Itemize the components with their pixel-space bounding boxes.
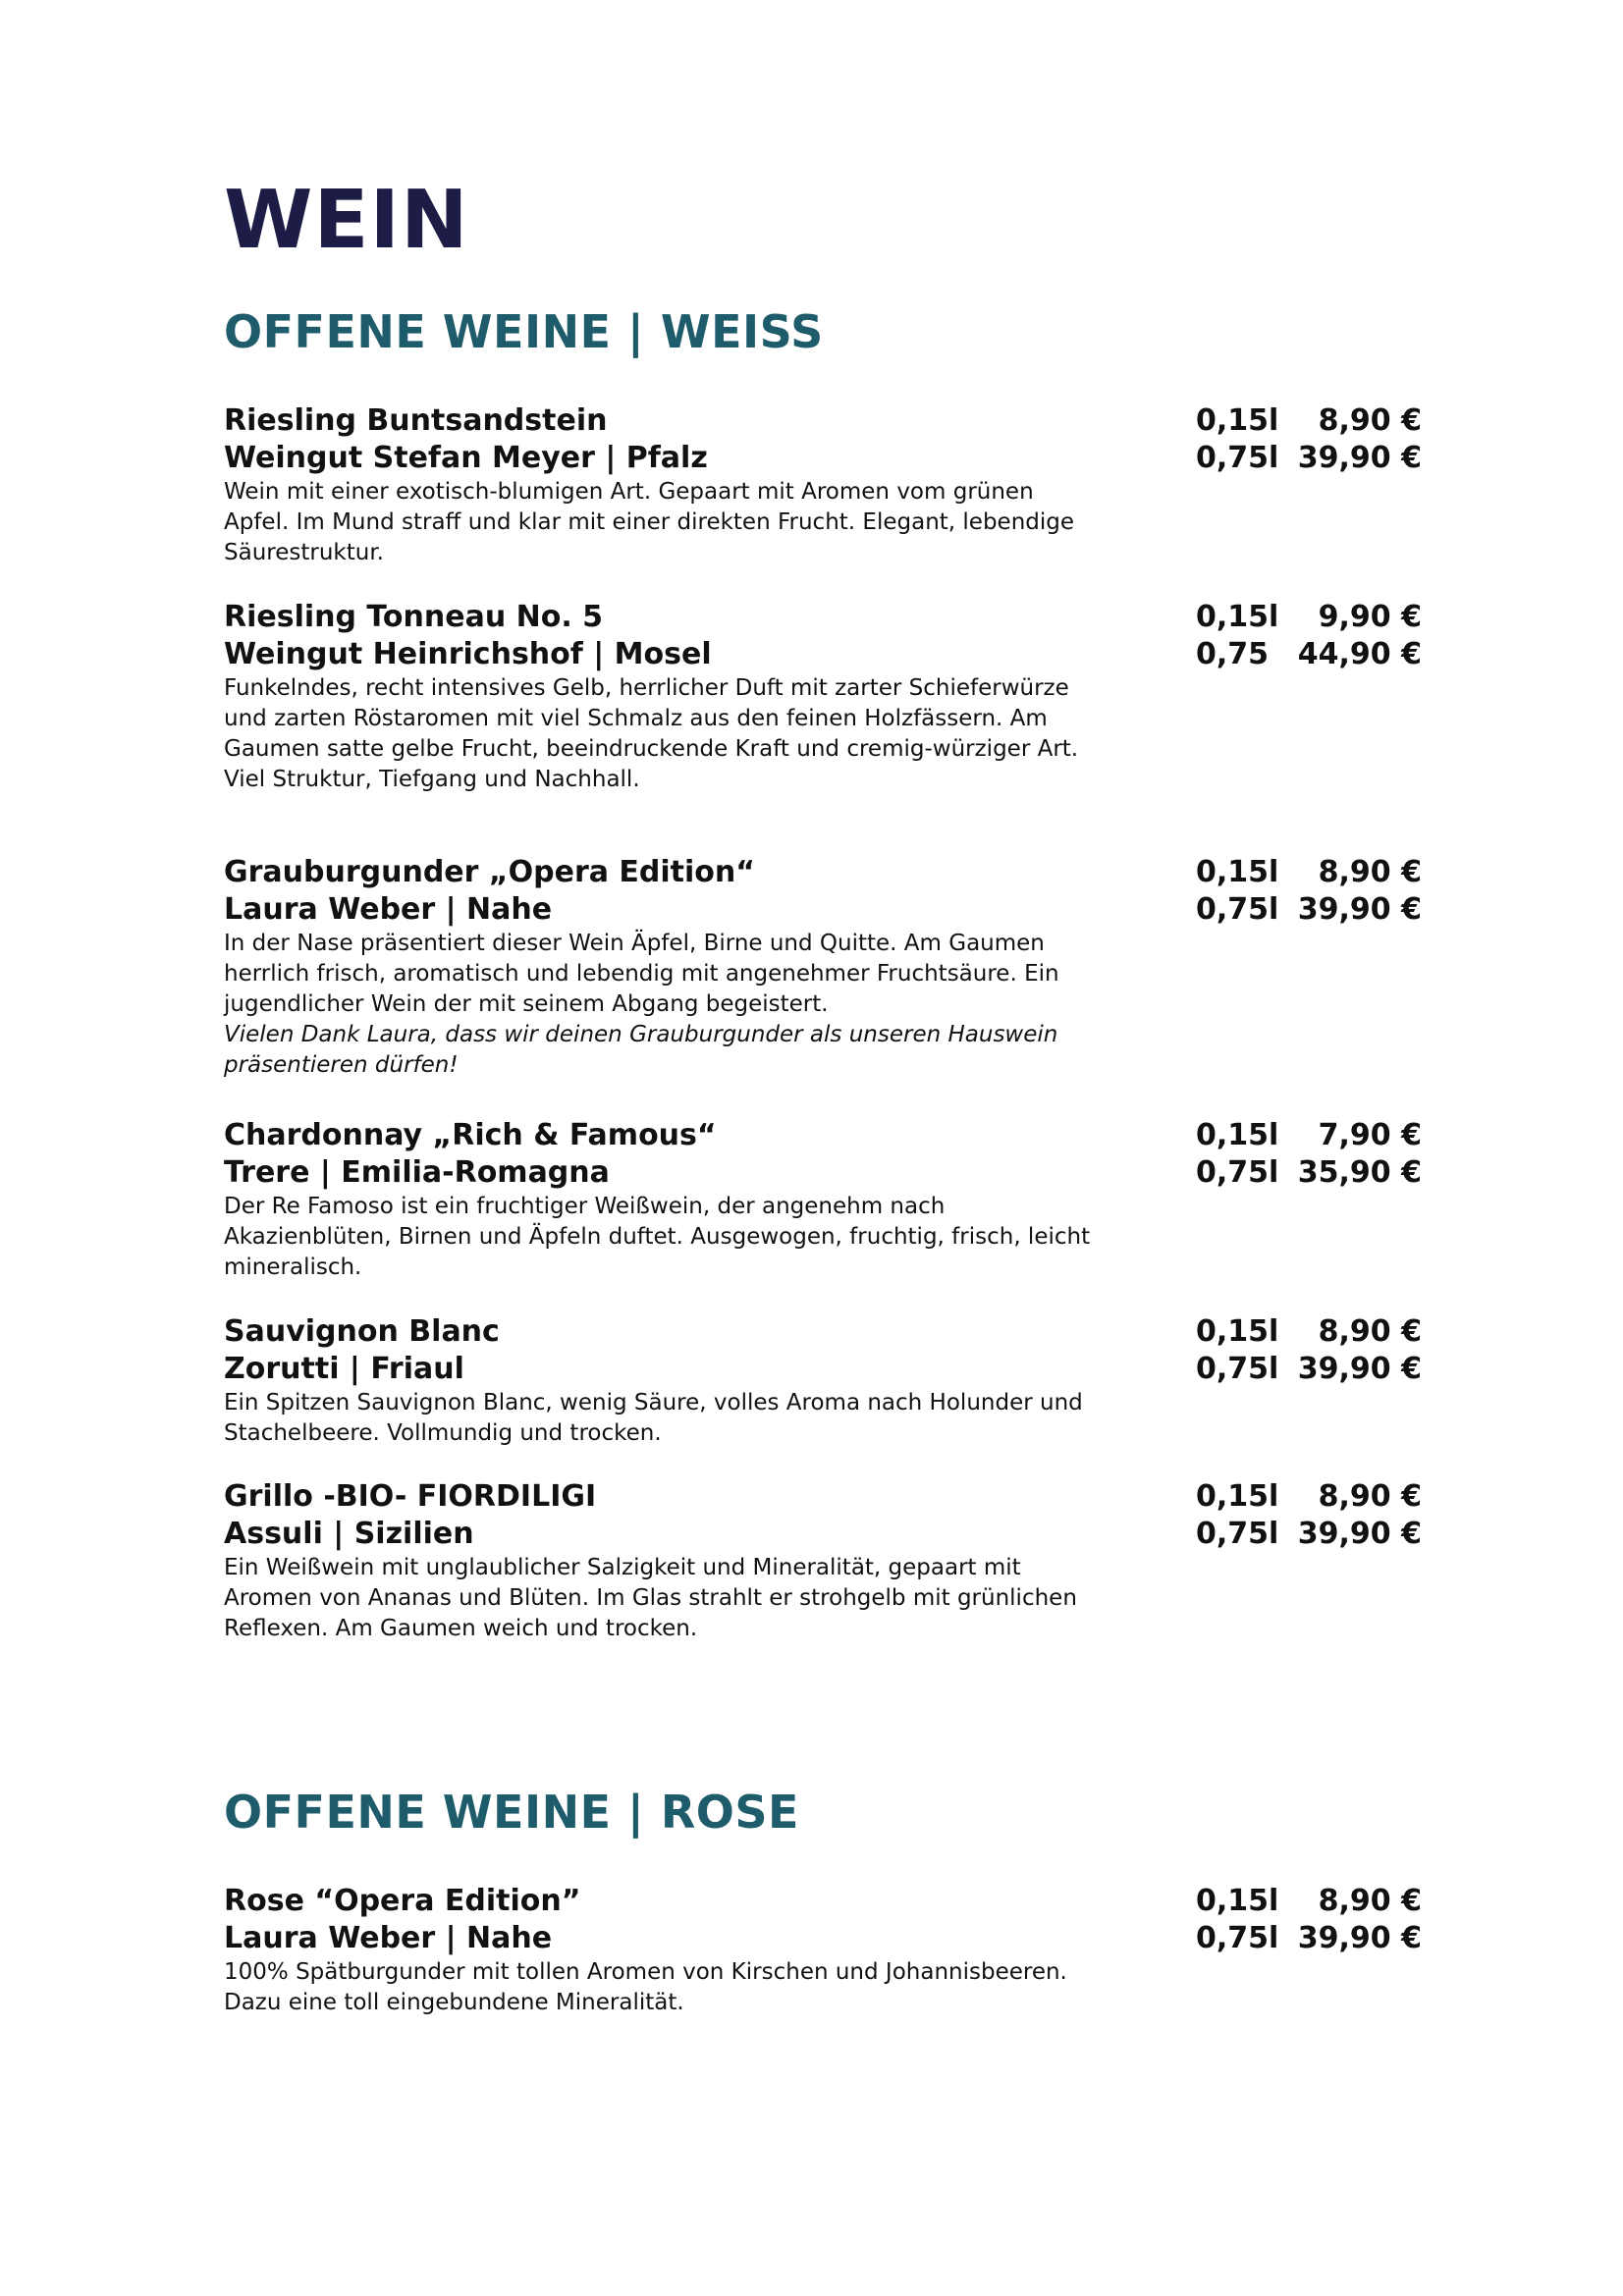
price-row [1196, 599, 1422, 636]
price: 8,90 € [1318, 1314, 1422, 1349]
price: 8,90 € [1318, 403, 1422, 438]
price-row [1196, 1478, 1422, 1516]
wine-description: Ein Spitzen Sauvignon Blanc, wenig Säure, volles Aroma nach Holunder und Stachelbeere. Vollmundig und trocken. [224, 1390, 1083, 1446]
price-row [1196, 440, 1422, 477]
price: 39,90 € [1297, 1921, 1422, 1955]
volume: 0,75l [1196, 1352, 1279, 1386]
volume: 0,15l [1196, 855, 1279, 889]
price: 8,90 € [1318, 1884, 1422, 1918]
price: 39,90 € [1297, 441, 1422, 475]
wine-item-riesling-buntsandstein [224, 402, 1422, 568]
price: 39,90 € [1297, 1517, 1422, 1551]
wine-producer: Weingut Heinrichshof | Mosel [224, 637, 712, 671]
price-row [1196, 1154, 1422, 1192]
price-row [1196, 1516, 1422, 1553]
wine-item-grillo [224, 1478, 1422, 1644]
volume: 0,75l [1196, 441, 1279, 475]
wine-name: Sauvignon Blanc [224, 1314, 500, 1349]
price-row [1196, 1920, 1422, 1957]
section-offene-weine-rose [224, 1785, 1422, 2015]
price-row [1196, 1117, 1422, 1154]
volume: 0,75l [1196, 1155, 1279, 1190]
price-row [1196, 636, 1422, 673]
wine-producer: Weingut Stefan Meyer | Pfalz [224, 441, 708, 475]
volume: 0,15l [1196, 1884, 1279, 1918]
volume: 0,15l [1196, 600, 1279, 634]
price-row [1196, 1351, 1422, 1388]
volume: 0,15l [1196, 403, 1279, 438]
price-row [1196, 891, 1422, 929]
wine-name: Riesling Tonneau No. 5 [224, 600, 604, 634]
wine-description: In der Nase präsentiert dieser Wein Äpfel, Birne und Quitte. Am Gaumen herrlich frisch, aromatisch und lebendig mit angenehmer Fruchtsäure. Ein jugendlicher Wein der mit seinem Abgang begeistert. [224, 931, 1059, 1017]
volume: 0,15l [1196, 1314, 1279, 1349]
wine-description: Ein Weißwein mit unglaublicher Salzigkeit und Mineralität, gepaart mit Aromen von Ananas und Blüten. Im Glas strahlt er strohgelb mit grünlichen Reflexen. Am Gaumen weich und trocken. [224, 1555, 1077, 1641]
price: 39,90 € [1297, 1352, 1422, 1386]
volume: 0,75l [1196, 1517, 1279, 1551]
price-row [1196, 1313, 1422, 1351]
wine-description: Wein mit einer exotisch-blumigen Art. Gepaart mit Aromen vom grünen Apfel. Im Mund straff und klar mit einer direkten Frucht. Elegant, lebendige Säurestruktur. [224, 479, 1075, 565]
volume: 0,75l [1196, 1921, 1279, 1955]
price: 7,90 € [1318, 1118, 1422, 1152]
price-row [1196, 854, 1422, 891]
volume: 0,15l [1196, 1479, 1279, 1514]
price: 8,90 € [1318, 1479, 1422, 1514]
wine-producer: Zorutti | Friaul [224, 1352, 464, 1386]
volume: 0,75 [1196, 637, 1270, 671]
wine-item-rose-opera-edition [224, 1883, 1422, 2018]
wine-name: Grauburgunder „Opera Edition“ [224, 855, 755, 889]
volume: 0,15l [1196, 1118, 1279, 1152]
volume: 0,75l [1196, 892, 1279, 927]
wine-name: Chardonnay „Rich & Famous“ [224, 1118, 717, 1152]
wine-item-grauburgunder [224, 854, 1422, 1081]
price: 35,90 € [1297, 1155, 1422, 1190]
wine-name: Rose “Opera Edition” [224, 1884, 581, 1918]
section-title: OFFENE WEINE | WEISS [224, 305, 824, 358]
section-offene-weine-weiss [224, 304, 1422, 1641]
wine-item-sauvignon-blanc [224, 1313, 1422, 1449]
wine-name: Riesling Buntsandstein [224, 403, 608, 438]
price: 9,90 € [1318, 600, 1422, 634]
wine-producer: Trere | Emilia-Romagna [224, 1155, 610, 1190]
page-title: WEIN [224, 174, 469, 267]
wine-description: Der Re Famoso ist ein fruchtiger Weißwein, der angenehm nach Akazienblüten, Birnen und Äpfeln duftet. Ausgewogen, fruchtig, frisch, leicht mineralisch. [224, 1194, 1091, 1280]
price: 8,90 € [1318, 855, 1422, 889]
price: 39,90 € [1297, 892, 1422, 927]
wine-description: Funkelndes, recht intensives Gelb, herrlicher Duft mit zarter Schieferwürze und zarten Röstaromen mit viel Schmalz aus den feinen Holzfässern. Am Gaumen satte gelbe Frucht, beeindruckende Kraft und cremig-würziger Art. Viel Struktur, Tiefgang und Nachhall. [224, 675, 1079, 792]
wine-producer: Laura Weber | Nahe [224, 1921, 553, 1955]
section-title: OFFENE WEINE | ROSE [224, 1786, 799, 1839]
wine-producer: Laura Weber | Nahe [224, 892, 553, 927]
wine-item-chardonnay [224, 1117, 1422, 1283]
wine-note: Vielen Dank Laura, dass wir deinen Grauburgunder als unseren Hauswein präsentieren dürfen! [224, 1022, 1058, 1078]
wine-item-riesling-tonneau [224, 599, 1422, 795]
price: 44,90 € [1297, 637, 1422, 671]
wine-producer: Assuli | Sizilien [224, 1517, 474, 1551]
price-row [1196, 1883, 1422, 1920]
wine-description: 100% Spätburgunder mit tollen Aromen von Kirschen und Johannisbeeren. Dazu eine toll eingebundene Mineralität. [224, 1959, 1067, 2015]
price-row [1196, 402, 1422, 440]
wine-name: Grillo -BIO- FIORDILIGI [224, 1479, 597, 1514]
